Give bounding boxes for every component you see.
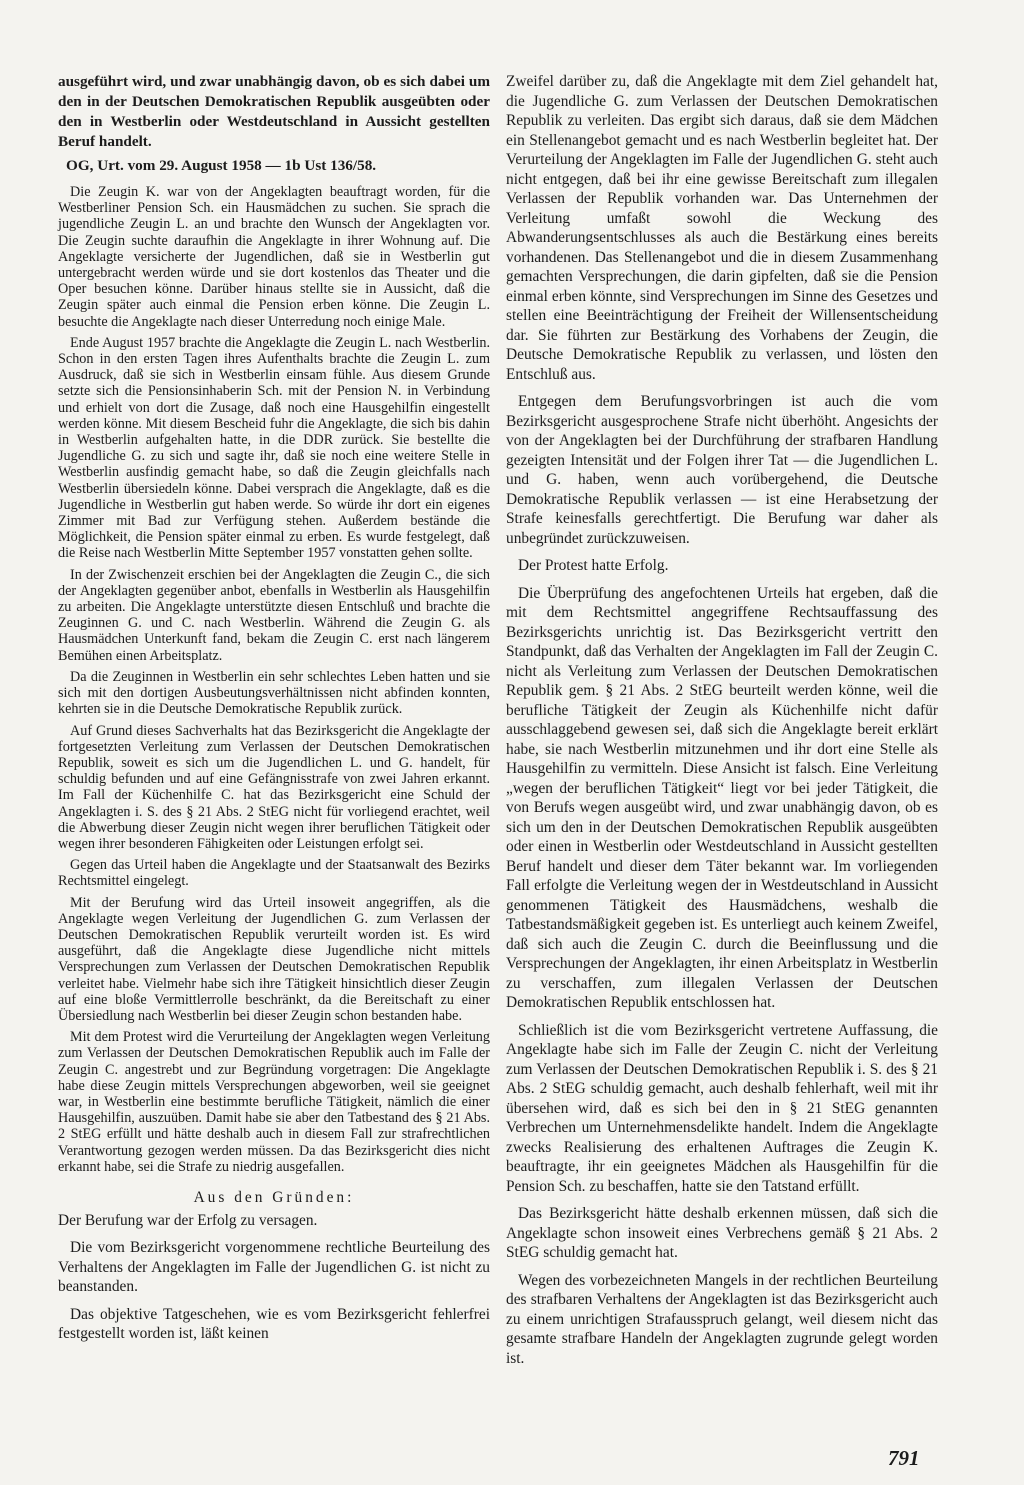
body-paragraph: Entgegen dem Berufungsvorbringen ist auch die vom Bezirksgericht ausgesprochene Strafe nicht überhöht. Angesichts der von der Angeklagten bei der Durchführung der strafbaren Handlung gezeigten Intensität und der Folgen ihrer Tat — die Jugendlichen L. und G. haben, wenn auch vorübergehend, die Deutsche Demokratische Republik verlassen — ist eine Herabsetzung der Strafe keinesfalls gerechtfertigt. Die Berufung war daher als unbegründet zurückzuweisen. [506, 393, 938, 547]
reasons-section [58, 1211, 490, 1344]
facts-section [58, 184, 490, 1175]
body-paragraph: Wegen des vorbezeichneten Mangels in der rechtlichen Beurteilung des strafbaren Verhaltens der Angeklagten ist das Bezirksgericht auch zu einem unrichtigen Strafausspruch gelangt, weil diesem nicht das gesamte strafbare Handeln der Angeklagten zugrunde gelegt worden ist. [506, 1271, 938, 1367]
facts-paragraph: Da die Zeuginnen in Westberlin ein sehr schlechtes Leben hatten und sie sich mit den dortigen Ausbeutungsverhältnissen nicht abfinden konnten, kehrten sie in die Deutsche Demokratische Republik zurück. [58, 668, 490, 718]
headnote: ausgeführt wird, und zwar unabhängig davon, ob es sich dabei um den in der Deutschen Demokratischen Republik ausgeübten oder den in Westberlin oder Westdeutschland in Aussicht gestellten Beruf handelt. [58, 73, 490, 150]
facts-paragraph: Auf Grund dieses Sachverhalts hat das Bezirksgericht die Angeklagte der fortgesetzten Verleitung zum Verlassen der Deutschen Demokratischen Republik, soweit es sich um die Jugendlichen L. und G. handelt, für schuldig befunden und auf eine Gefängnisstrafe von zwei Jahren erkannt. Im Fall der Küchenhilfe C. hat das Bezirksgericht eine Schuld der Angeklagten i. S. des § 21 Abs. 2 StEG nicht für vorliegend erachtet, weil die Abwerbung dieser Zeugin nicht wegen ihrer beruflichen Tätigkeit oder wegen ihrer besonderen Fähigkeiten oder Leistungen erfolgt sei. [58, 722, 490, 852]
left-column [58, 72, 490, 1352]
facts-paragraph: In der Zwischenzeit erschien bei der Angeklagten die Zeugin C., die sich der Angeklagten gegenüber anbot, ebenfalls in Westberlin als Hausgehilfin zu arbeiten. Die Angeklagte unterstützte diesen Entschluß und brachte die Zeuginnen G. und C. nach Westberlin. Während die Zeugin G. als Hausmädchen Unterkunft fand, bekam die Zeugin C. erst nach längerem Bemühen einen Arbeitsplatz. [58, 566, 490, 664]
facts-paragraph: Mit dem Protest wird die Verurteilung der Angeklagten wegen Verleitung zum Verlassen der Deutschen Demokratischen Republik auch im Falle der Zeugin C. angestrebt und zur Begründung vorgetragen: Die Angeklagte habe diese Zeugin mittels Versprechungen abgeworben, weil sie geeignet war, in Westberlin eine bestimmte berufliche Tätigkeit, nämlich die einer Hausgehilfin, auszuüben. Damit habe sie aber den Tatbestand des § 21 Abs. 2 StEG erfüllt und hätte deshalb auch in diesem Fall zur strafrechtlichen Verantwortung gezogen werden müssen. Da das Bezirksgericht dies nicht erkannt habe, sei die Strafe zu niedrig ausgefallen. [58, 1029, 490, 1175]
facts-paragraph: Ende August 1957 brachte die Angeklagte die Zeugin L. nach Westberlin. Schon in den ersten Tagen ihres Aufenthalts brachte die Zeugin L. zum Ausdruck, daß sie sich in Westberlin einsam fühle. Aus diesem Grunde setzte sich die Pensionsinhaberin Sch. mit der Pension N. in Verbindung und erhielt von dort die Zusage, daß noch eine Hausgehilfin eingestellt werden könne. Mit diesem Bescheid fuhr die Angeklagte, die sich bis dahin in Westberlin aufgehalten hatte, in die DDR zurück. Sie bestellte die Jugendliche G. zu sich und sagte ihr, daß sie noch eine weitere Stelle in Westberlin ausfindig gemacht habe, so daß die Zeugin gleichfalls nach Westberlin übersiedeln könne. Dabei versprach die Angeklagte, daß es die Jugendliche in Westberlin gut haben werde. So würde ihr dort ein eigenes Zimmer mit Bad zur Verfügung stehen. Außerdem bestände die Möglichkeit, die Pension später einmal zu erben. Es wurde festgelegt, daß die Reise nach Westberlin Mitte September 1957 vonstatten gehen sollte. [58, 334, 490, 562]
body-paragraph: Schließlich ist die vom Bezirksgericht vertretene Auffassung, die Angeklagte habe sich im Falle der Zeugin C. nicht der Verleitung zum Verlassen der Deutschen Demokratischen Republik i. S. des § 21 Abs. 2 StEG schuldig gemacht, auch deshalb fehlerhaft, weil mit ihr übersehen wird, daß es sich bei den in § 21 StEG genannten Verbrechen um Unternehmensdelikte handelt. Indem die Angeklagte zwecks Realisierung des erhaltenen Auftrages die Zeugin K. beauftragte, ihr ein geeignetes Mädchen als Hausgehilfin für die Pension Sch. zu beschaffen, hatte sie den Tatstand erfüllt. [506, 1021, 938, 1195]
citation: OG, Urt. vom 29. August 1958 — 1b Ust 136/58. [66, 157, 377, 174]
reasons-paragraph: Das objektive Tatgeschehen, wie es vom Bezirksgericht fehlerfrei festgestellt worden ist, läßt keinen [58, 1305, 490, 1343]
reasons-paragraph: Der Berufung war der Erfolg zu versagen. [58, 1211, 318, 1229]
body-paragraph: Zweifel darüber zu, daß die Angeklagte mit dem Ziel gehandelt hat, die Jugendliche G. zum Verlassen der Deutschen Demokratischen Republik zu verleiten. Das ergibt sich daraus, daß sie dem Mädchen ein Stellenangebot gemacht und es nach Westberlin begleitet hat. Der Verurteilung der Angeklagten im Falle der Jugendlichen G. steht auch nicht entgegen, daß bei ihr eine gewisse Bereitschaft zum illegalen Verlassen der Republik vorhanden war. Das Unternehmen der Verleitung umfaßt sowohl die Weckung des Abwanderungsentschlusses als auch die Bestärkung eines bereits vorhandenen. Das Stellenangebot und die in diesem Zusammenhang gemachten Versprechungen, die darin gipfelten, daß sie die Pension einmal erben könnte, sind Versprechungen im Sinne des Gesetzes und stellen eine Beeinträchtigung der Freiheit der Willensentscheidung dar. Sie führten zur Bestärkung des Vorhabens der Zeugin, die Deutsche Demokratische Republik zu verlassen, und lösten den Entschluß aus. [506, 73, 938, 383]
reasons-paragraph: Die vom Bezirksgericht vorgenommene rechtliche Beurteilung des Verhaltens der Angeklagten im Falle der Jugendlichen G. ist nicht zu beanstanden. [58, 1239, 490, 1296]
facts-paragraph: Mit der Berufung wird das Urteil insoweit angegriffen, als die Angeklagte wegen Verleitung der Jugendlichen G. zum Verlassen der Deutschen Demokratischen Republik verurteilt worden ist. Es wird ausgeführt, daß die Angeklagte diese Jugendliche nicht mittels Versprechungen zum Verlassen der Deutschen Demokratischen Republik verleitet habe. Vielmehr habe sich ihre Tätigkeit hinsichtlich dieser Zeugin auf eine bloße Vermittlerrolle beschränkt, da die Bereitschaft zu einer Übersiedlung nach Westberlin bei dieser Zeugin schon bestanden habe. [58, 894, 490, 1024]
body-paragraph: Das Bezirksgericht hätte deshalb erkennen müssen, daß sich die Angeklagte schon insoweit eines Verbrechens gemäß § 21 Abs. 2 StEG schuldig gemacht hat. [506, 1205, 938, 1261]
facts-paragraph: Gegen das Urteil haben die Angeklagte und der Staatsanwalt des Bezirks Rechtsmittel eingelegt. [58, 857, 490, 890]
right-column [506, 72, 938, 1376]
facts-paragraph: Die Zeugin K. war von der Angeklagten beauftragt worden, für die Westberliner Pension Sch. ein Hausmädchen zu suchen. Sie sprach die jugendliche Zeugin L. an und brachte den Wunsch der Angeklagten vor. Die Zeugin suchte daraufhin die Angeklagte in ihrer Wohnung auf. Die Angeklagte versicherte der Jugendlichen, daß sie in Westberlin gut untergebracht werden würde und sie dort kostenlos das Theater und die Oper besuchen könne. Darüber hinaus stellte sie in Aussicht, daß die Zeugin später auch einmal die Pension erben könne. Die Zeugin L. besuchte die Angeklagte nach dieser Unterredung noch einige Male. [58, 184, 490, 330]
body-paragraph: Die Überprüfung des angefochtenen Urteils hat ergeben, daß die mit dem Rechtsmittel angegriffene Rechtsauffassung des Bezirksgerichts unrichtig ist. Das Bezirksgericht vertritt den Standpunkt, daß das Verhalten der Angeklagten im Fall der Zeugin C. nicht als Verleitung zum Verlassen der Deutschen Demokratischen Republik gem. § 21 Abs. 2 StEG beurteilt werden könne, weil die berufliche Tätigkeit der Zeugin als Küchenhilfe nicht dafür ausschlaggebend gewesen sei, daß sich die Angeklagte bereit erklärt habe, sie nach Westberlin mitzunehmen und ihr dort eine Stelle als Hausgehilfin zu vermitteln. Diese Ansicht ist falsch. Eine Verleitung „wegen der beruflichen Tätigkeit“ liegt vor bei jeder Tätigkeit, die von Berufs wegen ausgeübt wird, und zwar unabhängig davon, ob es sich um den in der Deutschen Demokratischen Republik ausgeübten oder einen in Westberlin oder Westdeutschland in Aussicht gestellten Beruf handelt und dieser dem Täter bekannt war. Im vorliegenden Fall erfolgte die Verleitung wegen der in Westdeutschland in Aussicht genommenen Tätigkeit des Hausmädchens, weshalb die Tatbestandsmäßigkeit gegeben ist. Es unterliegt auch keinem Zweifel, daß sich auch die Zeugin C. durch die Beeinflussung und die Versprechungen der Angeklagten, ihr einen Arbeitsplatz in Westberlin zu verschaffen, zum illegalen Verlassen der Deutschen Demokratischen Republik entschlossen hat. [506, 584, 938, 1011]
body-paragraph: Der Protest hatte Erfolg. [518, 557, 669, 574]
section-title: Aus den Gründen: [193, 1188, 355, 1206]
page-number: 791 [888, 1446, 920, 1470]
